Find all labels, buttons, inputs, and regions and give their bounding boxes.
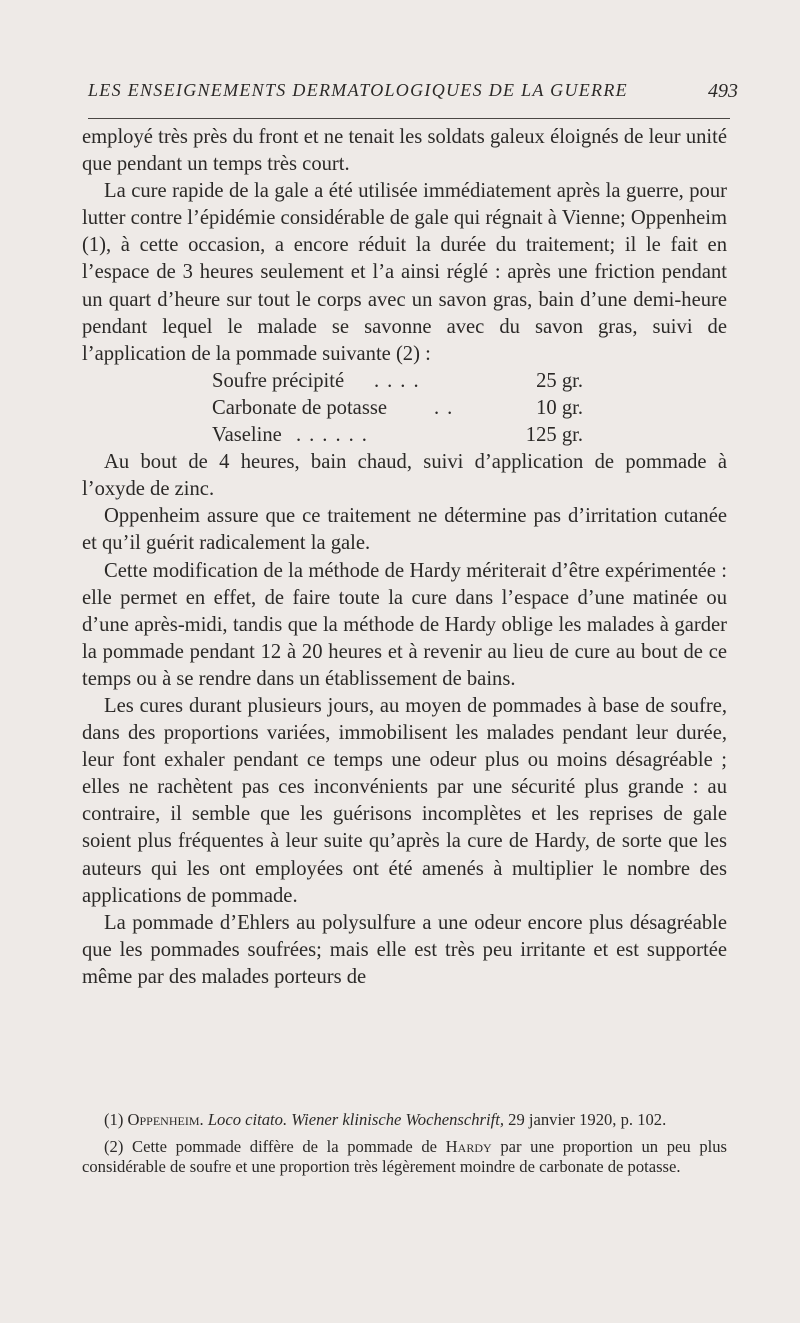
page-number: 493	[708, 80, 738, 102]
paragraph-5: Cette modification de la méthode de Hardy mériterait d’être expérimentée : elle permet en effet, de faire toute la cure dans l’espace d’une matinée ou d’une après-midi, tandis que la méthode de Hardy oblige les malades à garder la pommade pendant 12 à 20 heures et à revenir au lieu de cure au bout de ce temps ou à se rendre dans un établissement de bains.	[82, 559, 727, 690]
recipe-leader-dots: ..	[434, 396, 461, 419]
footnote-marker: (1)	[104, 1110, 124, 1129]
footnotes	[82, 1110, 727, 1178]
footnote-name: Hardy	[445, 1136, 492, 1156]
footnote-2	[82, 1137, 727, 1178]
recipe-ingredient: Soufre précipité	[212, 369, 345, 392]
footnote-text: Cette pommade diffère de la pommade de	[132, 1136, 438, 1156]
page-header	[88, 80, 738, 110]
paragraph-6: Les cures durant plusieurs jours, au moyen de pommades à base de soufre, dans des proportions variées, immobilisent les malades pendant leur durée, leur font exhaler pendant ce temps une odeur plus ou moins désagréable ; elles ne rachètent pas ces inconvénients par une sécurité plus grande : au contraire, il semble que les guérisons incomplètes et les reprises de gale soient plus fréquentes à leur suite qu’après la cure de Hardy, de sorte que les auteurs qui les ont employées ont été amenés à multiplier le nombre des applications de pommade.	[82, 694, 727, 907]
footnote-author: Oppenheim.	[127, 1110, 204, 1129]
ointment-recipe	[82, 368, 727, 449]
paragraph-2: La cure rapide de la gale a été utilisée immédiatement après la guerre, pour lutter contre l’épidémie considérable de gale qui régnait à Vienne; Oppenheim (1), à cette occasion, a encore réduit la durée du traitement; il le fait en l’espace de 3 heures seulement et l’a ainsi réglé : après une friction pendant un quart d’heure sur tout le corps avec un savon gras, bain d’une demi-heure pendant lequel le malade se savonne avec du savon gras, suivi de l’application de la pommade suivante (2) :	[82, 180, 727, 365]
paragraph-4: Oppenheim assure que ce traitement ne détermine pas d’irritation cutanée et qu’il guérit radicalement la gale.	[82, 505, 727, 555]
paragraph-1: employé très près du front et ne tenait les soldats galeux éloignés de leur unité que pendant un temps très court.	[82, 126, 727, 176]
footnote-text: par une proportion un peu plus considérable de soufre et une proportion très légèrement moindre de carbonate de potasse.	[82, 1136, 727, 1176]
recipe-quantity: 10 gr.	[536, 396, 583, 419]
footnote-work: Loco citato. Wiener klinische Wochenschrift,	[207, 1110, 504, 1129]
recipe-ingredient: Carbonate de potasse	[212, 396, 387, 419]
footnote-marker: (2)	[104, 1136, 124, 1156]
recipe-leader-dots: ......	[296, 424, 375, 447]
paragraph-3: Au bout de 4 heures, bain chaud, suivi d’application de pommade à l’oxyde de zinc.	[82, 451, 727, 501]
footnote-citation: 29 janvier 1920, p. 102.	[508, 1110, 667, 1129]
body-text	[82, 124, 727, 991]
recipe-quantity: 25 gr.	[536, 369, 583, 392]
footnote-1	[82, 1110, 727, 1131]
header-rule	[88, 118, 730, 119]
running-title: LES ENSEIGNEMENTS DERMATOLOGIQUES DE LA GUERRE	[88, 80, 628, 100]
recipe-ingredient: Vaseline	[212, 424, 282, 447]
recipe-leader-dots: ....	[374, 369, 427, 392]
recipe-quantity: 125 gr.	[525, 424, 583, 447]
paragraph-7: La pommade d’Ehlers au polysulfure a une odeur encore plus désagréable que les pommades soufrées; mais elle est très peu irritante et est supportée même par des malades porteurs de	[82, 911, 727, 988]
recipe-row	[82, 368, 727, 395]
recipe-row	[82, 422, 727, 449]
recipe-row	[82, 395, 727, 422]
